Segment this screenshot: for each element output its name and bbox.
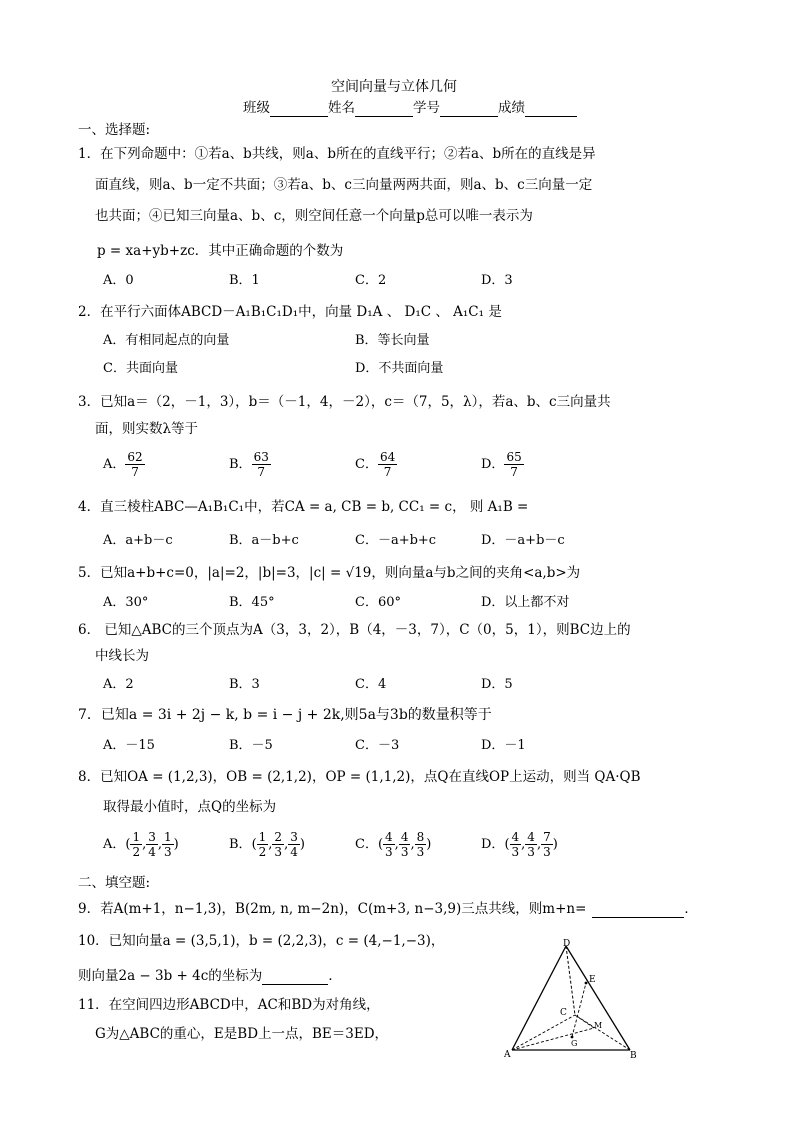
label-g: G (571, 1039, 578, 1048)
section-fill-heading: 二、填空题: (78, 875, 151, 891)
label-c: C (560, 1008, 567, 1018)
numerator: 1 (132, 830, 141, 844)
q6-line1: 6． 已知△ABC的三个顶点为A（3，3，2），B（4，－3，7），C（0，5，1），则BC边上的 (78, 622, 631, 638)
q8-option-b-label: B． (229, 837, 252, 852)
class-blank[interactable] (270, 102, 328, 117)
q4-option-d[interactable]: D．－a+b－c (481, 533, 565, 548)
q1-option-d[interactable]: D．3 (481, 273, 513, 288)
numerator: 4 (511, 830, 520, 844)
q9-text: 9．若A(m+1，n−1,3)，B(2m, n, m−2n)，C(m+3, n−3,9)三点共线，则m+n= (78, 901, 587, 917)
q5-option-c[interactable]: C．60° (355, 595, 401, 610)
denominator: 3 (164, 845, 172, 859)
q1-line4: p = xa+yb+zc．其中正确命题的个数为 (97, 243, 344, 259)
point-e (585, 982, 588, 985)
line-g-e (572, 983, 586, 1037)
q6-option-a[interactable]: A．2 (103, 677, 134, 692)
fraction (130, 830, 142, 859)
q8-option-c[interactable]: C．( $\frac{4}{3}$ , $\frac{4}{3}$ , $\frac{8}{3}$ ) (355, 830, 432, 859)
numerator: 4 (385, 830, 393, 844)
q4-option-a[interactable]: A．a+b－c (103, 533, 173, 548)
q6-option-c[interactable]: C．4 (355, 677, 387, 692)
label-m: M (594, 1021, 603, 1030)
denominator: 2 (258, 845, 267, 859)
q3-option-a-label: A． (103, 457, 126, 472)
point-g (571, 1036, 574, 1039)
numerator: 1 (258, 830, 267, 844)
q8-line2: 取得最小值时，点Q的坐标为 (103, 799, 277, 815)
q5-line1: 5．已知a+b+c=0，|a|=2，|b|=3，|c| = √19，则向量a与b之间的夹角<a,b>为 (78, 565, 581, 581)
denominator: 3 (527, 845, 535, 859)
fraction (125, 450, 144, 479)
fraction (525, 830, 537, 859)
q3-option-b-label: B． (229, 457, 252, 472)
denominator: 4 (290, 845, 298, 859)
name-label: 姓名 (328, 100, 355, 116)
q9-answer-blank[interactable] (592, 903, 684, 918)
numerator: 2 (274, 830, 283, 844)
q8-option-c-label: C． (355, 837, 378, 852)
q2-option-a[interactable]: A．有相同起点的向量 (103, 333, 230, 348)
q6-option-b[interactable]: B．3 (229, 677, 260, 692)
q4-option-b[interactable]: B．a－b+c (229, 533, 299, 548)
denominator: 7 (510, 465, 518, 479)
q8-option-d[interactable]: D．( $\frac{4}{3}$ , $\frac{4}{3}$ , $\frac{7}{3}$ ) (481, 830, 558, 859)
q3-option-c-label: C． (355, 457, 378, 472)
student-info-line (243, 99, 577, 117)
numerator: 65 (506, 450, 522, 464)
numerator: 3 (148, 830, 156, 844)
q10-answer-blank[interactable] (262, 970, 328, 985)
q11-line2: G为△ABC的重心，E是BD上一点，BE＝3ED， (95, 1026, 389, 1042)
fraction (288, 830, 300, 859)
tetrahedron-figure (500, 935, 650, 1065)
q8-option-a-label: A． (103, 837, 126, 852)
q7-option-a[interactable]: A．－15 (103, 738, 155, 753)
name-blank[interactable] (355, 102, 413, 117)
denominator: 3 (543, 845, 551, 859)
q5-option-b[interactable]: B．45° (229, 595, 275, 610)
score-label: 成绩 (498, 100, 525, 116)
denominator: 7 (383, 465, 392, 479)
edge-db (566, 946, 630, 1050)
fraction (162, 830, 174, 859)
denominator: 7 (131, 465, 139, 479)
fraction (415, 830, 427, 859)
q1-option-a[interactable]: A．0 (103, 273, 134, 288)
label-b: B (630, 1051, 637, 1061)
q1-option-c[interactable]: C．2 (355, 273, 387, 288)
q8-option-a[interactable]: A．( $\frac{1}{2}$ , $\frac{3}{4}$ , $\frac{1}{3}$ ) (103, 830, 179, 859)
q8-option-d-label: D． (481, 837, 505, 852)
label-a: A (504, 1050, 511, 1060)
label-d: D (563, 939, 571, 949)
q7-option-d[interactable]: D．－1 (481, 738, 526, 753)
numerator: 3 (290, 830, 298, 844)
numerator: 64 (379, 450, 396, 464)
denominator: 3 (274, 845, 283, 859)
q2-line1: 2．在平行六面体ABCD－A₁B₁C₁D₁中，向量 D₁A 、 D₁C 、 A₁C₁ 是 (78, 304, 502, 320)
q2-option-d[interactable]: D．不共面向量 (355, 361, 444, 376)
q1-line3: 也共面；④已知三向量a、b、c，则空间任意一个向量p总可以唯一表示为 (95, 208, 533, 224)
denominator: 4 (148, 845, 156, 859)
q10-line1: 10．已知向量a = (3,5,1)，b = (2,2,3)，c = (4,−1,−3)， (78, 933, 445, 949)
q3-line1: 3．已知a＝（2，－1，3），b＝（－1，4，－2），c＝（7，5，λ），若a、b、c三向量共 (78, 394, 611, 410)
fraction (146, 830, 158, 859)
denominator: 2 (132, 845, 141, 859)
q10-line2: 则向量2a − 3b + 4c的坐标为 ． (78, 968, 342, 984)
section-choice-heading: 一、选择题: (78, 122, 151, 138)
q5-option-d[interactable]: D．以上都不对 (481, 595, 570, 610)
q7-option-b[interactable]: B．－5 (229, 738, 273, 753)
number-label: 学号 (413, 100, 440, 116)
denominator: 3 (400, 845, 409, 859)
numerator: 4 (527, 830, 535, 844)
fraction (272, 830, 284, 859)
q8-line1: 8．已知OA = (1,2,3)，OB = (2,1,2)，OP = (1,1,2)，点Q在直线OP上运动，则当 QA·QB (78, 769, 641, 785)
denominator: 3 (385, 845, 393, 859)
numerator: 1 (164, 830, 172, 844)
class-label: 班级 (243, 100, 270, 116)
fraction (399, 830, 411, 859)
fraction (510, 830, 522, 859)
numerator: 4 (400, 830, 409, 844)
q8-option-b[interactable]: B．( $\frac{1}{2}$ , $\frac{2}{3}$ , $\frac{3}{4}$ ) (229, 830, 305, 859)
number-blank[interactable] (440, 102, 498, 117)
line-a-m (512, 1028, 594, 1050)
q1-line2: 面直线，则a、b一定不共面；③若a、b、c三向量两两共面，则a、b、c三向量一定 (95, 177, 593, 193)
score-blank[interactable] (525, 102, 577, 117)
q5-option-a[interactable]: A．30° (103, 595, 149, 610)
fraction (504, 450, 523, 479)
denominator: 3 (511, 845, 520, 859)
q10-text: 则向量2a − 3b + 4c的坐标为 (78, 968, 263, 984)
edge-dc (566, 946, 575, 1015)
q7-option-c[interactable]: C．－3 (355, 738, 400, 753)
q9-line1: 9．若A(m+1，n−1,3)，B(2m, n, m−2n)，C(m+3, n−3,9)三点共线，则m+n= ． (78, 901, 698, 917)
page-title: 空间向量与立体几何 (331, 79, 457, 95)
q4-option-c[interactable]: C．－a+b+c (355, 533, 437, 548)
fraction (378, 450, 397, 479)
fraction (257, 830, 269, 859)
q6-line2: 中线长为 (95, 648, 149, 664)
q3-line2: 面，则实数λ等于 (95, 421, 199, 437)
q3-option-d-label: D． (481, 457, 505, 472)
q3-option-d[interactable] (481, 450, 524, 479)
q11-line1: 11．在空间四边形ABCD中，AC和BD为对角线， (78, 997, 380, 1013)
q2-option-c[interactable]: C．共面向量 (103, 361, 178, 376)
numerator: 7 (543, 830, 551, 844)
edge-da (512, 946, 566, 1050)
fraction (383, 830, 395, 859)
q3-option-b[interactable] (229, 450, 271, 479)
q4-line1: 4．直三棱柱ABC—A₁B₁C₁中，若CA = a, CB = b, CC₁ = c， 则 A₁B = (78, 499, 529, 515)
q3-option-c[interactable] (355, 450, 397, 479)
denominator: 7 (257, 465, 266, 479)
q2-option-b[interactable]: B．等长向量 (355, 333, 430, 348)
q1-option-b[interactable]: B．1 (229, 273, 260, 288)
edge-bc (575, 1015, 630, 1050)
numerator: 63 (253, 450, 269, 464)
q7-line1: 7．已知a = 3i + 2j − k, b = i − j + 2k,则5a与3b的数量积等于 (78, 707, 492, 723)
q6-option-d[interactable]: D．5 (481, 677, 513, 692)
fraction (541, 830, 553, 859)
denominator: 3 (416, 845, 425, 859)
q1-line1: 1．在下列命题中：①若a、b共线，则a、b所在的直线平行；②若a、b所在的直线是异 (78, 146, 596, 162)
q3-option-a[interactable] (103, 450, 145, 479)
numerator: 62 (127, 450, 143, 464)
numerator: 8 (416, 830, 425, 844)
fraction (252, 450, 271, 479)
label-e: E (589, 975, 596, 985)
